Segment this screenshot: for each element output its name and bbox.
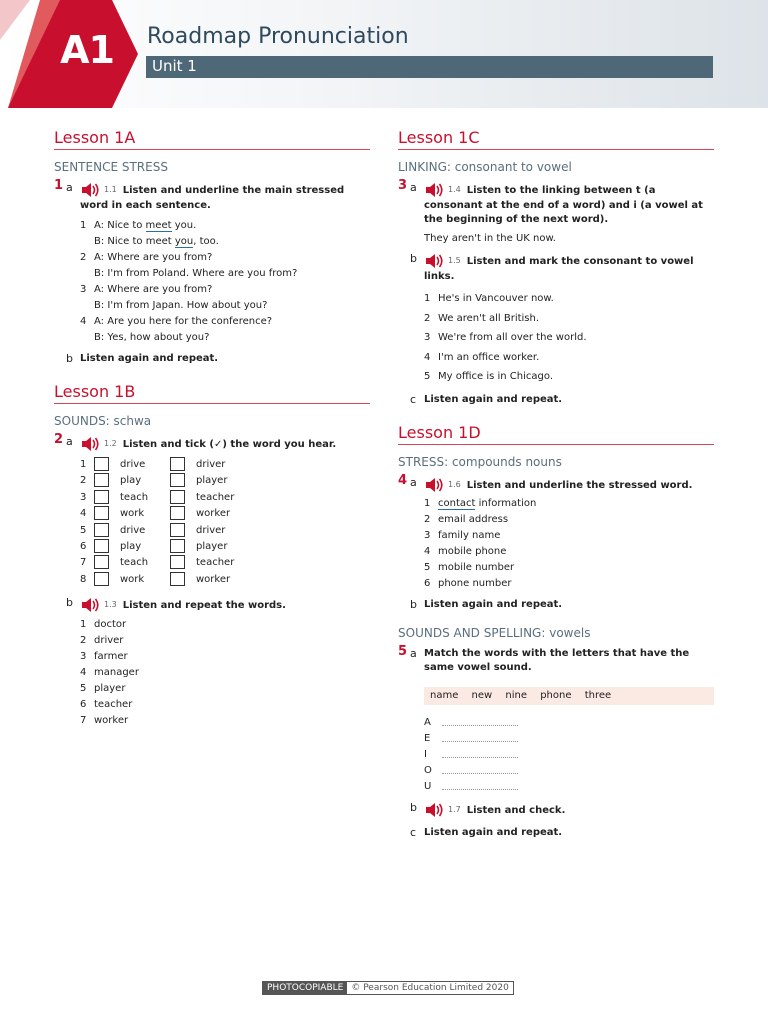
item-number: 2 (424, 513, 431, 525)
list-item (80, 633, 370, 649)
speaker-label: A: (94, 284, 105, 295)
lesson-1d-section-2: SOUNDS AND SPELLING: vowels (398, 625, 591, 640)
vowel-row (424, 747, 714, 763)
word-text: doctor (94, 619, 127, 631)
item-number: 2 (80, 635, 87, 647)
exercise-instruction: Listen and underline the main stressed word in each sentence. (80, 185, 345, 211)
answer-blank[interactable] (442, 773, 518, 774)
item-number: 3 (424, 529, 431, 541)
exercise-instruction: Listen again and repeat. (80, 353, 219, 364)
example-sentence: They aren't in the UK now. (424, 233, 556, 244)
tick-checkbox[interactable] (94, 506, 109, 520)
list-item (80, 681, 370, 697)
item-number: 3 (80, 284, 87, 295)
lesson-1b-title: Lesson 1B (54, 382, 370, 404)
exercise-letter: b (410, 800, 417, 814)
word-option: drive (120, 459, 146, 470)
tick-row (80, 523, 370, 539)
page-footer (262, 981, 514, 995)
tick-checkbox[interactable] (94, 457, 109, 471)
exercise-2a (54, 432, 370, 453)
lesson-1a-section: SENTENCE STRESS (54, 160, 168, 174)
exercise-letter: c (410, 392, 417, 406)
speaker-label: A: (94, 252, 105, 263)
exercise-1a (54, 178, 370, 213)
list-item (424, 348, 714, 368)
tick-row (80, 457, 370, 473)
vowel-letter: I (424, 748, 427, 760)
exercise-3c (398, 393, 714, 407)
sentence-text: Are you here for the conference? (107, 316, 273, 327)
exercise-2b (54, 596, 370, 614)
tick-checkbox[interactable] (94, 539, 109, 553)
speaker-label: B: (94, 332, 105, 343)
word-text: manager (94, 667, 139, 679)
item-number: 6 (80, 699, 87, 711)
vowel-letter: U (424, 780, 432, 792)
exercise-letter: a (66, 435, 73, 448)
item-number: 4 (424, 545, 431, 557)
tick-row (80, 490, 370, 506)
exercise-instruction: Listen to the linking between t (a consonant at the end of a word) and i (a vowel at the beginning of the next word). (424, 185, 703, 225)
item-number: 1 (80, 220, 87, 231)
exercise-instruction: Listen again and repeat. (424, 826, 563, 838)
item-number: 4 (80, 316, 87, 327)
word-text: family name (438, 529, 501, 541)
lesson-1d-section: STRESS: compounds nouns (398, 454, 562, 469)
exercise-letter: a (410, 475, 417, 489)
word-option: player (196, 475, 228, 487)
dialogue-line (80, 234, 370, 250)
audio-speaker-icon[interactable] (80, 435, 102, 453)
underlined-word: contact (438, 497, 476, 509)
word-bank-item[interactable]: phone (540, 689, 572, 701)
dialogue-line (80, 314, 370, 330)
dialogue-line (80, 330, 370, 346)
sentence-list (398, 289, 714, 387)
exercise-letter: b (410, 252, 417, 265)
word-option: work (120, 573, 145, 585)
word-text: email address (438, 513, 509, 525)
word-text: phone number (438, 577, 512, 589)
word-bank-item[interactable]: three (584, 689, 612, 701)
lesson-1d-title: Lesson 1D (398, 423, 714, 445)
speaker-label: A: (94, 220, 105, 231)
tick-table (54, 457, 370, 588)
list-item (424, 496, 714, 512)
unit-bar (146, 56, 713, 78)
word-option: play (120, 540, 142, 552)
tick-checkbox[interactable] (170, 523, 185, 537)
audio-speaker-icon[interactable] (424, 801, 446, 819)
vowel-row (424, 731, 714, 747)
word-bank-item[interactable]: nine (505, 689, 528, 701)
item-number: 5 (80, 524, 87, 536)
exercise-letter: a (410, 181, 417, 194)
audio-speaker-icon[interactable] (80, 181, 102, 199)
track-number: 1.2 (104, 439, 117, 448)
sentence-text: Nice to meet (107, 236, 175, 247)
vowel-row (424, 779, 714, 795)
answer-blank[interactable] (442, 725, 518, 726)
sentence-text: Where are you from? (107, 252, 213, 263)
copyright-notice: © Pearson Education Limited 2020 (351, 983, 509, 993)
exercise-4a (398, 472, 714, 494)
tick-row (80, 506, 370, 522)
sentence-text: I'm from Poland. Where are you from? (107, 268, 298, 279)
word-text: mobile phone (438, 545, 507, 557)
word-text: farmer (94, 651, 128, 663)
level-badge: A1 (60, 28, 114, 72)
word-option: drive (120, 524, 146, 536)
track-number: 1.6 (448, 479, 461, 489)
exercise-number: 3 (398, 178, 408, 193)
word-bank (424, 687, 714, 705)
speaker-label: B: (94, 236, 105, 247)
audio-speaker-icon[interactable] (424, 476, 446, 494)
sentence-text: Yes, how about you? (107, 332, 210, 343)
photocopiable-label: PHOTOCOPIABLE (263, 982, 347, 994)
item-number: 2 (80, 252, 87, 263)
list-item (424, 328, 714, 348)
vowel-row (424, 763, 714, 779)
item-number: 5 (80, 683, 87, 695)
exercise-letter: b (410, 597, 417, 611)
sentence-text: My office is in Chicago. (438, 371, 553, 382)
list-item (424, 576, 714, 592)
list-item (424, 309, 714, 329)
tick-checkbox[interactable] (94, 523, 109, 537)
tick-checkbox[interactable] (170, 555, 185, 569)
item-number: 4 (80, 508, 87, 520)
exercise-letter: a (410, 646, 417, 660)
word-option: worker (196, 573, 231, 585)
list-item (80, 697, 370, 713)
list-item (424, 544, 714, 560)
speaker-label: B: (94, 268, 105, 279)
dialogue-line (80, 298, 370, 314)
sentence-text: I'm from Japan. How about you? (107, 300, 268, 311)
item-number: 4 (424, 351, 431, 363)
item-number: 6 (424, 577, 431, 589)
exercise-3a (398, 178, 714, 227)
item-number: 2 (424, 312, 431, 324)
word-option: teacher (196, 491, 235, 503)
dialogue-list (54, 218, 370, 346)
item-number: 2 (80, 475, 87, 487)
tick-row (80, 572, 370, 588)
word-option: driver (196, 459, 226, 470)
exercise-4b (398, 598, 714, 612)
exercise-letter: a (66, 181, 73, 194)
item-number: 1 (424, 293, 431, 304)
sentence-text: you. (171, 220, 197, 231)
word-bank-item[interactable]: name (430, 689, 459, 701)
right-column (398, 128, 714, 840)
word-text: driver (94, 635, 124, 647)
dialogue-line (80, 266, 370, 282)
word-text: teacher (94, 699, 133, 711)
list-item (424, 289, 714, 309)
sentence-text: I'm an office worker. (438, 351, 540, 363)
item-number: 5 (424, 371, 431, 382)
exercise-1b (54, 352, 370, 366)
tick-row (80, 473, 370, 489)
exercise-number: 5 (398, 643, 408, 659)
item-number: 4 (80, 667, 87, 679)
audio-speaker-icon[interactable] (424, 181, 446, 199)
vowel-letter: A (424, 716, 431, 728)
sentence-text: We aren't all British. (438, 312, 540, 324)
exercise-letter: b (66, 352, 73, 365)
speaker-label: B: (94, 300, 105, 311)
item-number: 3 (80, 491, 87, 503)
exercise-3b (398, 252, 714, 284)
page-header (0, 0, 768, 108)
answer-blank[interactable] (442, 741, 518, 742)
exercise-instruction: Listen and check. (466, 804, 566, 816)
left-column (54, 128, 370, 729)
word-option: teach (120, 491, 149, 503)
tick-checkbox[interactable] (170, 539, 185, 553)
tick-checkbox[interactable] (94, 490, 109, 504)
item-number: 8 (80, 573, 87, 585)
tick-row (80, 555, 370, 571)
audio-speaker-icon[interactable] (424, 252, 446, 270)
dialogue-line (80, 282, 370, 298)
exercise-letter: c (410, 825, 417, 839)
word-text: worker (94, 715, 129, 727)
list-item (424, 367, 714, 387)
unit-label: Unit 1 (152, 57, 197, 75)
exercise-instruction: Listen and repeat the words. (122, 600, 286, 612)
exercise-5a (398, 643, 714, 675)
exercise-instruction: Listen and mark the consonant to vowel links. (424, 256, 694, 282)
sentence-text: Where are you from? (107, 284, 213, 295)
lesson-1c-title: Lesson 1C (398, 128, 714, 150)
tick-checkbox[interactable] (170, 506, 185, 520)
item-number: 6 (80, 540, 87, 552)
compound-list (398, 496, 714, 592)
word-bank-item[interactable]: new (471, 689, 493, 701)
exercise-instruction: Listen and tick (✓) the word you hear. (122, 439, 337, 450)
word-text: information (475, 497, 537, 509)
tick-checkbox[interactable] (170, 457, 185, 471)
track-number: 1.4 (448, 185, 461, 194)
audio-speaker-icon[interactable] (80, 596, 102, 614)
vowel-row (424, 715, 714, 731)
word-text: mobile number (438, 561, 515, 573)
item-number: 7 (80, 557, 87, 569)
list-item (424, 528, 714, 544)
track-number: 1.1 (104, 185, 117, 194)
lesson-1c-section: LINKING: consonant to vowel (398, 160, 572, 174)
track-number: 1.5 (448, 256, 461, 265)
lesson-1a-title: Lesson 1A (54, 128, 370, 150)
list-item (80, 713, 370, 729)
page-title: Roadmap Pronunciation (147, 24, 409, 49)
word-option: player (196, 540, 228, 552)
item-number: 1 (80, 459, 87, 470)
item-number: 1 (80, 619, 87, 631)
list-item (80, 665, 370, 681)
item-number: 1 (424, 497, 431, 509)
exercise-number: 1 (54, 178, 64, 193)
word-option: worker (196, 508, 231, 520)
track-number: 1.7 (448, 804, 461, 814)
word-list (54, 617, 370, 729)
vowel-letter: O (424, 764, 432, 776)
exercise-instruction: Match the words with the letters that have the same vowel sound. (424, 647, 690, 673)
exercise-instruction: Listen and underline the stressed word. (466, 479, 693, 491)
item-number: 3 (80, 651, 87, 663)
exercise-5c (398, 826, 714, 840)
dialogue-line (80, 250, 370, 266)
word-option: driver (196, 524, 226, 536)
tick-checkbox[interactable] (94, 555, 109, 569)
exercise-5b (398, 801, 714, 819)
item-number: 7 (80, 715, 87, 727)
exercise-number: 4 (398, 472, 408, 488)
dialogue-line (80, 218, 370, 234)
word-text: player (94, 683, 126, 695)
list-item (424, 512, 714, 528)
sentence-text: He's in Vancouver now. (438, 293, 554, 304)
vowel-letter: E (424, 732, 431, 744)
word-option: teach (120, 557, 149, 569)
list-item (80, 649, 370, 665)
list-item (424, 560, 714, 576)
sentence-text: Nice to (107, 220, 146, 231)
tick-checkbox[interactable] (170, 572, 185, 586)
answer-blank[interactable] (442, 757, 518, 758)
sentence-text: , too. (193, 236, 219, 247)
exercise-instruction: Listen again and repeat. (424, 598, 563, 610)
lesson-1b-section: SOUNDS: schwa (54, 414, 152, 428)
word-option: teacher (196, 557, 235, 569)
item-number: 5 (424, 561, 431, 573)
item-number: 3 (424, 332, 431, 343)
answer-blank[interactable] (442, 789, 518, 790)
exercise-number: 2 (54, 432, 64, 447)
exercise-instruction: Listen again and repeat. (424, 393, 563, 405)
tick-checkbox[interactable] (170, 473, 185, 487)
word-option: work (120, 508, 145, 520)
speaker-label: A: (94, 316, 105, 327)
underlined-word: meet (145, 220, 172, 231)
tick-checkbox[interactable] (94, 572, 109, 586)
tick-row (80, 539, 370, 555)
list-item (80, 617, 370, 633)
vowel-answer-list (398, 715, 714, 795)
track-number: 1.3 (104, 600, 117, 610)
sentence-text: We're from all over the world. (438, 332, 587, 343)
underlined-word: you (174, 236, 194, 247)
tick-checkbox[interactable] (94, 473, 109, 487)
exercise-letter: b (66, 596, 73, 610)
tick-checkbox[interactable] (170, 490, 185, 504)
word-option: play (120, 475, 142, 487)
